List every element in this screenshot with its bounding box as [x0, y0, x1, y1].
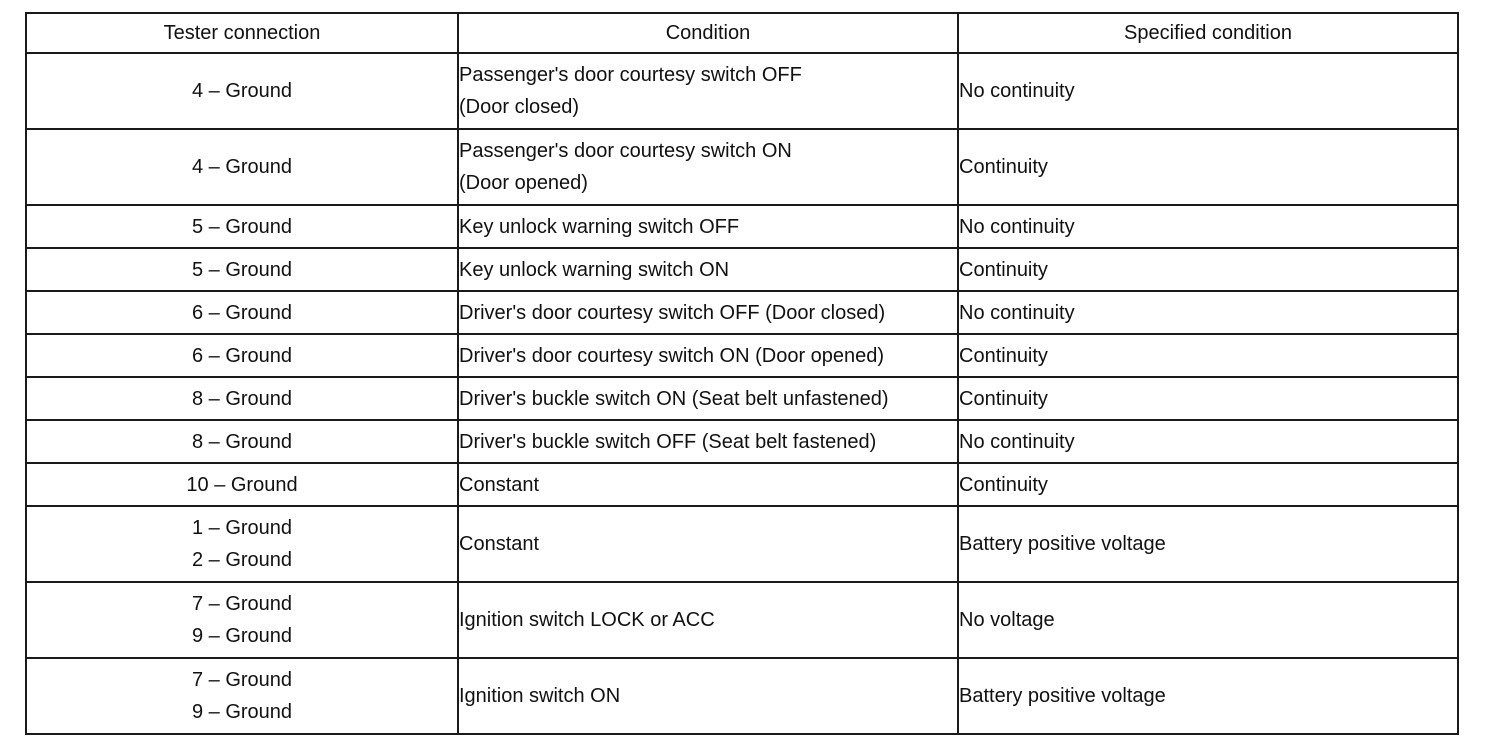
condition-cell — [458, 248, 958, 291]
table-row — [26, 658, 1458, 734]
connection-text: 10 – Ground — [186, 473, 298, 496]
tester-connection-cell — [26, 463, 458, 506]
connection-text: 5 – Ground — [191, 215, 293, 238]
connection-text: 8 – Ground — [191, 387, 293, 410]
connection-text: 9 – Ground — [191, 625, 293, 647]
connection-text: 6 – Ground — [191, 301, 293, 324]
condition-text: Passenger's door courtesy switch ON — [459, 140, 792, 162]
connection-text: 8 – Ground — [191, 430, 293, 453]
condition-text: Driver's door courtesy switch OFF (Door closed) — [459, 301, 886, 324]
condition-cell — [458, 291, 958, 334]
condition-cell — [458, 129, 958, 205]
specified-condition-cell: No continuity — [958, 53, 1458, 129]
table-row — [26, 506, 1458, 582]
condition-cell — [458, 205, 958, 248]
condition-cell — [458, 420, 958, 463]
connection-text: 9 – Ground — [191, 701, 293, 723]
condition-text: Key unlock warning switch OFF — [459, 215, 740, 238]
table-row — [26, 420, 1458, 463]
connection-text: 2 – Ground — [191, 549, 293, 571]
connection-text: 1 – Ground — [191, 517, 293, 539]
condition-text: Ignition switch ON — [459, 685, 621, 707]
tester-connection-cell — [26, 377, 458, 420]
table-header-row — [26, 13, 1458, 53]
specified-condition-cell: Battery positive voltage — [958, 506, 1458, 582]
table-row — [26, 377, 1458, 420]
connection-text: 7 – Ground — [191, 669, 293, 691]
specified-condition-cell: Battery positive voltage — [958, 658, 1458, 734]
header-specified-condition: Specified condition — [958, 13, 1458, 53]
table-row — [26, 248, 1458, 291]
specified-condition-cell: Continuity — [958, 129, 1458, 205]
tester-connection-cell — [26, 658, 458, 734]
condition-cell — [458, 377, 958, 420]
condition-text: (Door closed) — [459, 96, 580, 118]
specified-condition-cell: Continuity — [958, 463, 1458, 506]
specified-condition-cell: No continuity — [958, 205, 1458, 248]
specified-condition-cell: No continuity — [958, 291, 1458, 334]
condition-cell — [458, 658, 958, 734]
condition-text: (Door opened) — [459, 172, 588, 194]
condition-text: Constant — [459, 473, 540, 496]
condition-text: Driver's buckle switch ON (Seat belt unfastened) — [459, 387, 889, 410]
specified-condition-cell: No continuity — [958, 420, 1458, 463]
table-row — [26, 582, 1458, 658]
tester-connection-cell — [26, 129, 458, 205]
specified-condition-cell: Continuity — [958, 334, 1458, 377]
specified-condition-cell: No voltage — [958, 582, 1458, 658]
tester-connection-cell — [26, 420, 458, 463]
connection-text: 4 – Ground — [191, 156, 293, 178]
condition-text: Constant — [459, 533, 540, 555]
connection-text: 5 – Ground — [191, 258, 293, 281]
tester-connection-cell — [26, 291, 458, 334]
table-row — [26, 205, 1458, 248]
tester-connection-cell — [26, 582, 458, 658]
specification-table — [25, 12, 1459, 735]
condition-text: Driver's buckle switch OFF (Seat belt fastened) — [459, 430, 877, 453]
connection-text: 7 – Ground — [191, 593, 293, 615]
table-row — [26, 129, 1458, 205]
tester-connection-cell — [26, 205, 458, 248]
condition-cell — [458, 463, 958, 506]
table-row — [26, 334, 1458, 377]
tester-connection-cell — [26, 53, 458, 129]
condition-cell — [458, 334, 958, 377]
connection-text: 4 – Ground — [191, 80, 293, 102]
specified-condition-cell: Continuity — [958, 248, 1458, 291]
condition-cell — [458, 53, 958, 129]
table-row — [26, 463, 1458, 506]
condition-cell — [458, 582, 958, 658]
header-condition: Condition — [458, 13, 958, 53]
table-row — [26, 53, 1458, 129]
tester-connection-cell — [26, 248, 458, 291]
condition-cell — [458, 506, 958, 582]
condition-text: Driver's door courtesy switch ON (Door opened) — [459, 344, 885, 367]
condition-text: Key unlock warning switch ON — [459, 258, 730, 281]
condition-text: Passenger's door courtesy switch OFF — [459, 64, 802, 86]
specified-condition-cell: Continuity — [958, 377, 1458, 420]
connection-text: 6 – Ground — [191, 344, 293, 367]
header-tester-connection: Tester connection — [26, 13, 458, 53]
table-row — [26, 291, 1458, 334]
condition-text: Ignition switch LOCK or ACC — [459, 609, 715, 631]
tester-connection-cell — [26, 334, 458, 377]
tester-connection-cell — [26, 506, 458, 582]
